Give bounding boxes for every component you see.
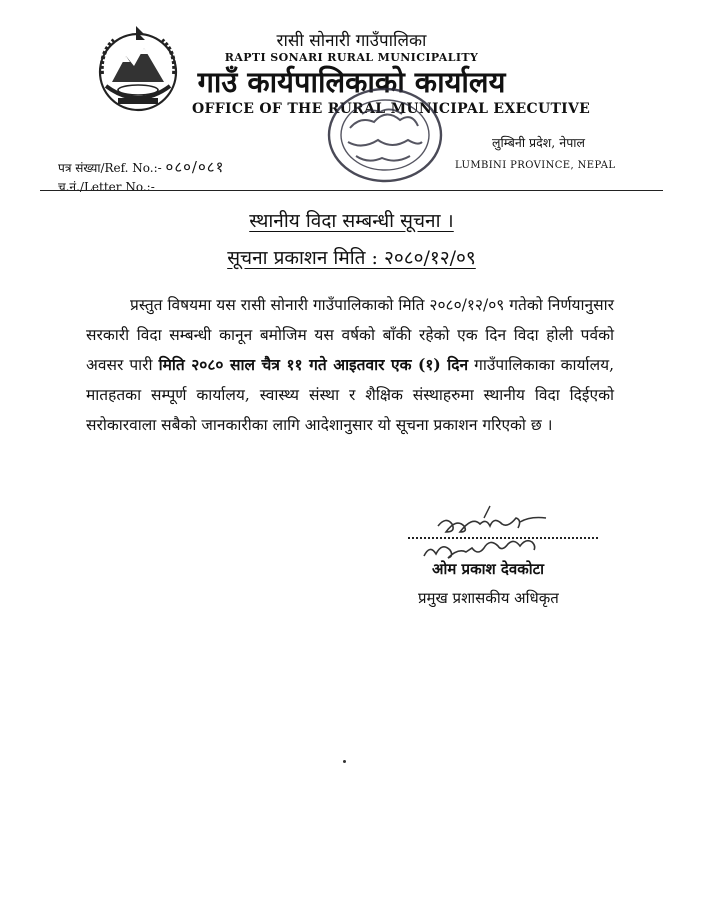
notice-title: स्थानीय विदा सम्बन्धी सूचना । (249, 210, 454, 232)
office-name-nepali: गाउँ कार्यपालिकाको कार्यालय (197, 65, 506, 99)
notice-body-text-1: प्रस्तुत विषयमा यस रासी सोनारी गाउँपालिकाको मिति २०८०/१२/०९ गतेको निर्णयानुसार सरकारी विदा सम्बन्धी कानून बमोजिम यस वर्षको बाँकी रहेको एक दिन विदा होली पर्वको अवसर पारी (86, 296, 614, 374)
office-stamp-seal (320, 80, 450, 190)
notice-body-text-2: गाउँपालिकाका कार्यालय, मातहतका सम्पूर्ण कार्यालय, स्वास्थ्य संस्था र शैक्षिक संस्थाहरुमा स्थानीय विदा दिईएको सरोकारवाला सबैको जानकारीका लागि आदेशानुसार यो सूचना प्रकाशन गरिएको छ । (86, 356, 614, 434)
province-name-nepali: लुम्बिनी प्रदेश, नेपाल (492, 135, 586, 150)
reference-number (58, 157, 224, 177)
province-name-english: LUMBINI PROVINCE, NEPAL (455, 160, 616, 171)
reference-label: पत्र संख्या/Ref. No.:- (58, 161, 162, 175)
notice-body (86, 290, 614, 440)
reference-value: ०८०/०८१ (165, 158, 225, 176)
municipality-name-english: RAPTI SONARI RURAL MUNICIPALITY (224, 51, 479, 64)
municipality-name-nepali: रासी सोनारी गाउँपालिका (276, 31, 427, 51)
notice-body-bold: मिति २०८० साल चैत्र ११ गते आइतवार एक (१) दिन (158, 355, 469, 374)
office-name-english: OFFICE OF THE RURAL MUNICIPAL EXECUTIVE (192, 101, 591, 117)
handwritten-signature (400, 500, 600, 568)
signatory-name: ओम प्रकाश देवकोटा (432, 560, 545, 578)
header-divider (40, 190, 663, 191)
signatory-title: प्रमुख प्रशासकीय अधिकृत (418, 589, 559, 607)
letter-number-label: च.नं./Letter No.:- (58, 180, 155, 194)
stray-mark (343, 760, 346, 763)
signature-line (408, 537, 598, 539)
notice-publish-date: सूचना प्रकाशन मिति : २०८०/१२/०९ (227, 247, 476, 269)
